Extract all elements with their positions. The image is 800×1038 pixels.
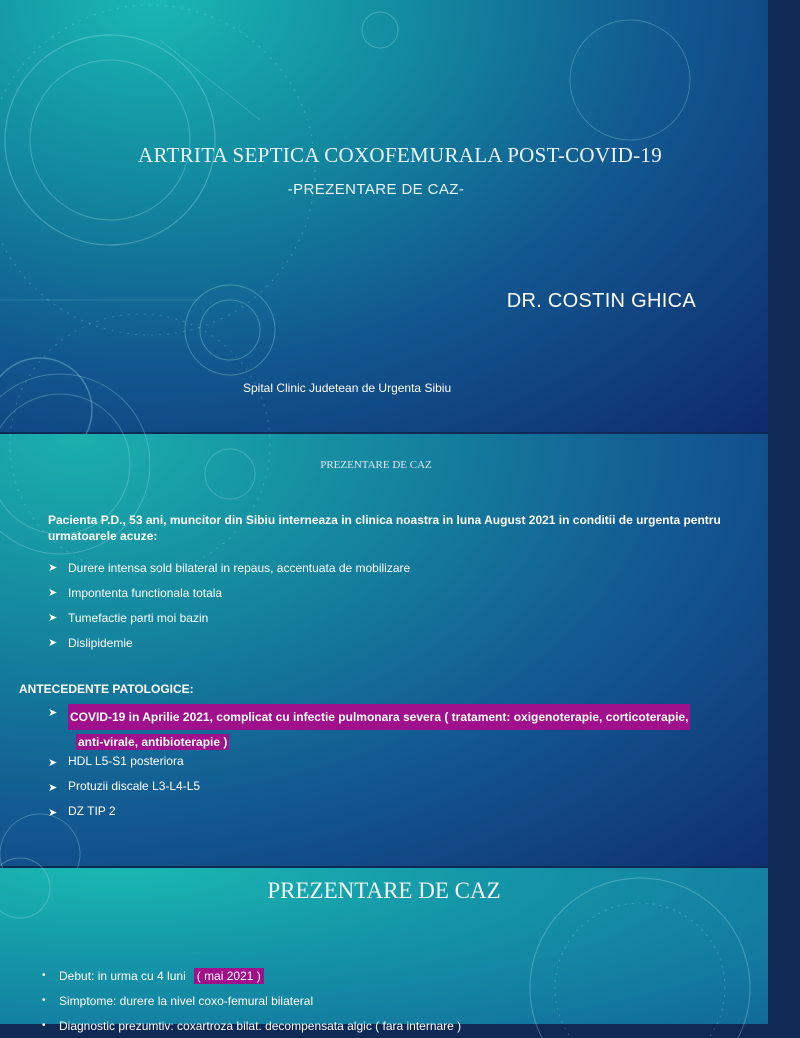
list-item: ➤ Durere intensa sold bilateral in repaus, accentuata de mobilizare [48,560,411,575]
hospital-name: Spital Clinic Judetean de Urgenta Sibiu [243,381,452,395]
arrow-bullet-icon: ➤ [48,562,58,574]
presentation-subtitle: -PREZENTARE DE CAZ- [287,181,465,198]
history-heading: ANTECEDENTE PATOLOGICE: [19,682,194,696]
slide-title: PREZENTARE DE CAZ [267,878,501,903]
case-slide [0,434,768,866]
list-item: • Simptome: durere la nivel coxo-femural bilateral [42,993,314,1008]
date-highlight: ( mai 2021 ) [194,968,264,984]
arrow-bullet-icon: ➤ [48,637,58,649]
arrow-bullet-icon: ➤ [48,757,58,769]
list-item: ➤ DZ TIP 2 [48,804,116,819]
case-slide-2 [0,868,768,1033]
slide-title: PREZENTARE DE CAZ [320,459,432,471]
arrow-bullet-icon: ➤ [48,807,58,819]
case-details-list [42,963,461,1038]
history-list [48,704,758,829]
arrow-bullet-icon: ➤ [48,707,58,719]
complaints-list [48,555,410,655]
decorative-circles [0,0,768,432]
bullet-icon: • [42,1020,46,1031]
bullet-icon: • [42,995,46,1006]
list-item: • Debut: in urma cu 4 luni ( mai 2021 ) [42,963,461,988]
list-item: ➤ HDL L5-S1 posteriora [48,754,184,769]
list-item: ➤ Protuzii discale L3-L4-L5 [48,779,201,794]
list-item-highlighted [48,704,758,754]
case-intro: Pacienta P.D., 53 ani, muncitor din Sibiu interneaza in clinica noastra in luna August 2021 in conditii de urgenta pentru urmatoarele acuze: [48,513,721,543]
presentation-author: DR. COSTIN GHICA [506,290,696,312]
list-item: • Diagnostic prezumtiv: coxartroza bilat. decompensata algic ( fara internare ) [42,1018,462,1033]
bullet-icon: • [42,970,46,981]
covid-highlight-line1: COVID-19 in Aprilie 2021, complicat cu infectie pulmonara severa ( tratament: oxigenoterapie, corticoterapie, [68,704,690,730]
arrow-bullet-icon: ➤ [48,587,58,599]
list-item: ➤ Dislipidemie [48,635,133,650]
list-item: ➤ Tumefactie parti moi bazin [48,610,209,625]
list-item: ➤ Impontenta functionala totala [48,585,223,600]
arrow-bullet-icon: ➤ [48,782,58,794]
presentation-title: ARTRITA SEPTICA COXOFEMURALA POST-COVID-19 [137,143,663,167]
covid-highlight-line2: anti-virale, antibioterapie ) [78,735,228,749]
arrow-bullet-icon: ➤ [48,612,58,624]
title-slide [0,0,768,432]
